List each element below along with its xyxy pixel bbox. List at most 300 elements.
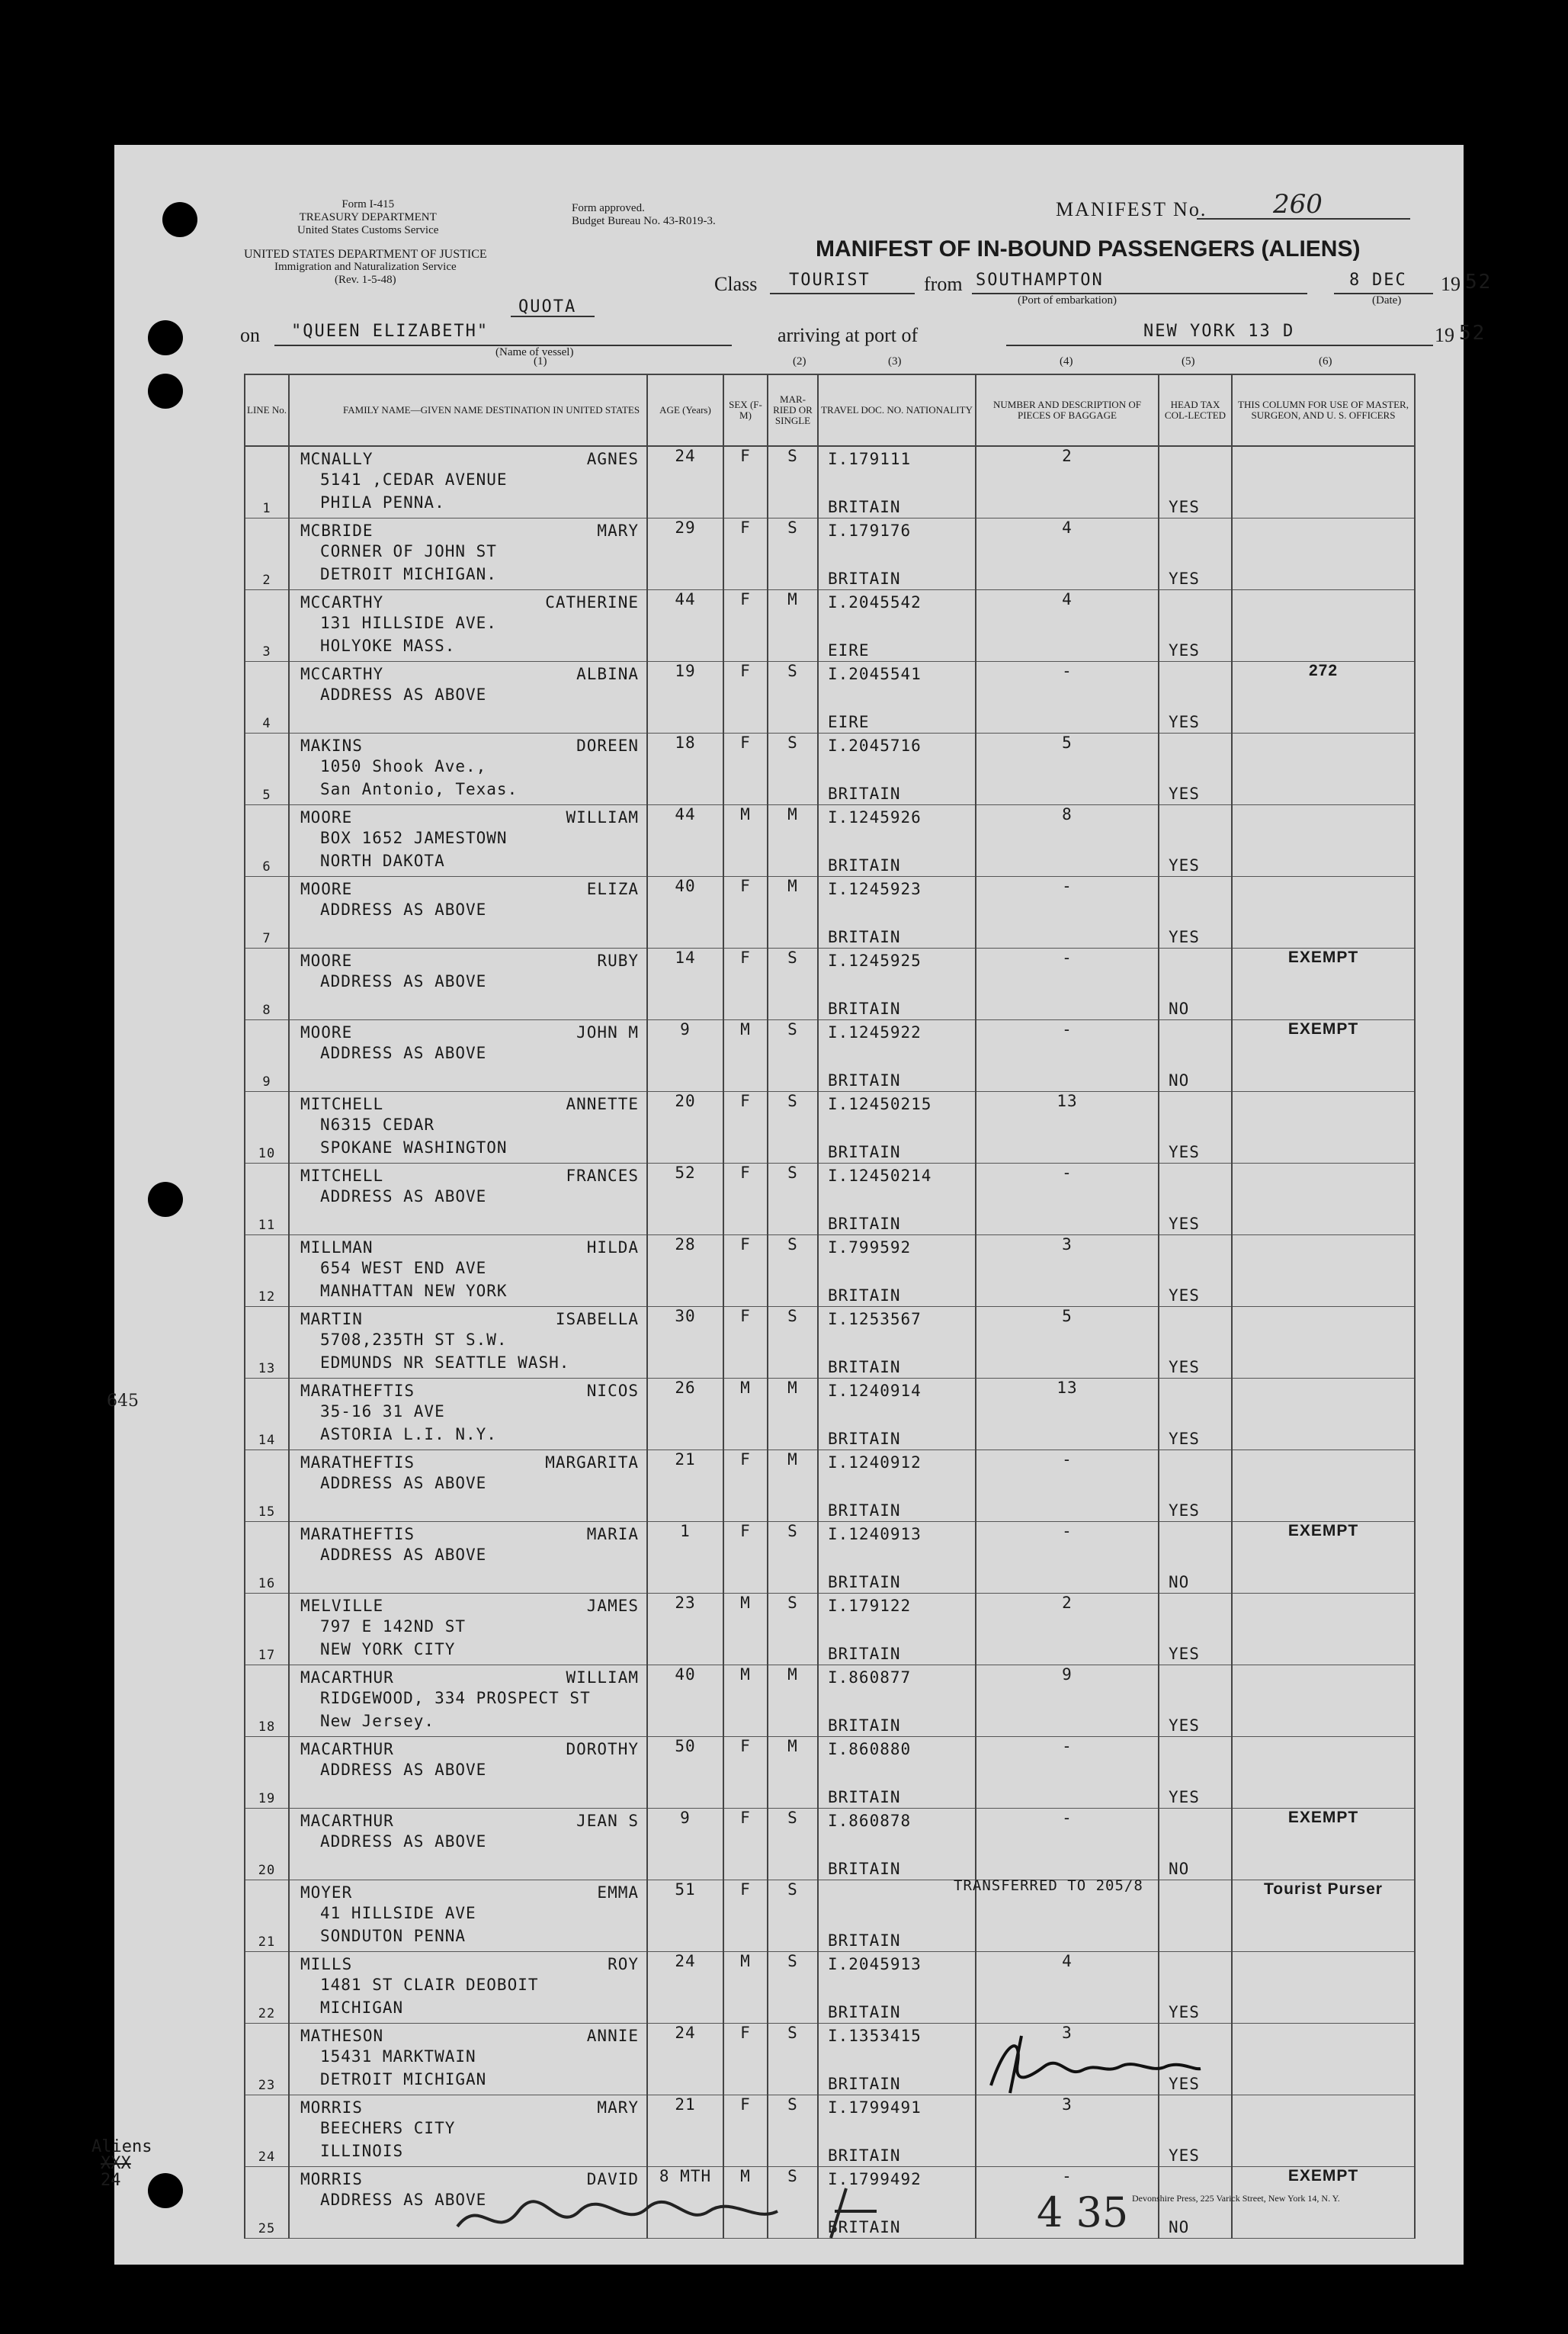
table-row [245, 2095, 1415, 2167]
headtax-cell [1159, 1809, 1232, 1880]
headtax-value: NO [1169, 1000, 1190, 1018]
name-cell [289, 1809, 647, 1880]
address-line-1: 15431 MARKTWAIN [320, 2047, 476, 2066]
table-row [245, 1594, 1415, 1665]
binder-hole [148, 1182, 183, 1217]
baggage-count: - [1062, 949, 1073, 967]
given-name: CATHERINE [545, 593, 639, 612]
travel-doc-number: I.860880 [828, 1740, 912, 1758]
travel-doc-number: I.860878 [828, 1812, 912, 1830]
ins-service: Immigration and Naturalization Service [274, 261, 457, 273]
given-name: JEAN S [576, 1812, 639, 1830]
headtax-value: YES [1169, 2003, 1200, 2021]
travel-doc-cell [818, 1737, 976, 1809]
baggage-count: - [1062, 2167, 1073, 2185]
family-name: MOORE [300, 808, 353, 827]
line-number: 6 [245, 805, 289, 877]
address-line-1: ADDRESS AS ABOVE [320, 1187, 487, 1206]
officers-note: EXEMPT [1232, 2167, 1415, 2239]
headtax-value: YES [1169, 1501, 1200, 1520]
col-number-2: (2) [793, 355, 806, 368]
travel-doc-cell [818, 518, 976, 590]
age-cell: 18 [647, 734, 723, 805]
table-row [245, 1379, 1415, 1450]
sex-cell: F [723, 446, 768, 518]
travel-doc-number: I.1240914 [828, 1382, 922, 1400]
line-number: 18 [245, 1665, 289, 1737]
address-line-1: ADDRESS AS ABOVE [320, 2191, 487, 2209]
name-line [290, 662, 646, 683]
sex-cell: M [723, 805, 768, 877]
travel-doc-cell [818, 1450, 976, 1522]
family-name: MACARTHUR [300, 1812, 394, 1830]
address-line-2: MANHATTAN NEW YORK [320, 1282, 508, 1300]
name-line [290, 1307, 646, 1328]
baggage-cell [976, 1307, 1159, 1379]
travel-doc-cell [818, 1952, 976, 2024]
address-line-1: ADDRESS AS ABOVE [320, 685, 487, 704]
travel-doc-cell [818, 949, 976, 1020]
travel-doc-number: I.2045913 [828, 1955, 922, 1973]
headtax-value: YES [1169, 1358, 1200, 1376]
travel-doc-number: I.2045542 [828, 593, 922, 612]
table-row [245, 1809, 1415, 1880]
marital-cell: S [768, 1952, 818, 2024]
binder-hole [148, 320, 183, 355]
family-name: MOYER [300, 1883, 353, 1902]
name-line [290, 1809, 646, 1830]
marital-cell: M [768, 1737, 818, 1809]
travel-doc-number: I.1240913 [828, 1525, 922, 1543]
given-name: JAMES [586, 1597, 639, 1615]
date-year: 52 [1465, 271, 1493, 294]
line-number: 12 [245, 1235, 289, 1307]
travel-doc-cell [818, 1307, 976, 1379]
address-line-1: ADDRESS AS ABOVE [320, 1761, 487, 1779]
headtax-cell [1159, 518, 1232, 590]
baggage-cell [976, 734, 1159, 805]
name-line [290, 2024, 646, 2045]
baggage-count: - [1062, 1020, 1073, 1039]
name-line [290, 877, 646, 898]
margin-aliens: Aliens [91, 2137, 152, 2156]
address-line-1: BOX 1652 JAMESTOWN [320, 829, 508, 847]
line-number: 15 [245, 1450, 289, 1522]
binder-hole [148, 374, 183, 409]
age-cell: 26 [647, 1379, 723, 1450]
headtax-value: YES [1169, 570, 1200, 588]
nationality: BRITAIN [828, 570, 901, 588]
address-line-1: ADDRESS AS ABOVE [320, 1044, 487, 1062]
given-name: AGNES [586, 450, 639, 468]
nationality: BRITAIN [828, 1716, 901, 1735]
sex-cell: F [723, 2095, 768, 2167]
name-cell [289, 2095, 647, 2167]
given-name: DOROTHY [566, 1740, 639, 1758]
col-number-1: (1) [534, 355, 547, 368]
name-line [290, 447, 646, 468]
col-header-age: AGE (Years) [647, 374, 723, 446]
col-header-name: FAMILY NAME—GIVEN NAME DESTINATION IN UNITED STATES [289, 374, 647, 446]
family-name: MARATHEFTIS [300, 1453, 415, 1472]
col-number-5: (5) [1182, 355, 1195, 368]
treasury-dept: TREASURY DEPARTMENT [299, 211, 437, 223]
marital-cell: M [768, 805, 818, 877]
headtax-cell [1159, 446, 1232, 518]
sex-cell: F [723, 1880, 768, 1952]
line-number: 23 [245, 2024, 289, 2095]
nationality: BRITAIN [828, 785, 901, 803]
page-title: MANIFEST OF IN-BOUND PASSENGERS (ALIENS) [816, 236, 1361, 262]
address-line-2: EDMUNDS NR SEATTLE WASH. [320, 1353, 570, 1372]
headtax-value: NO [1169, 2218, 1190, 2236]
budget-bureau: Budget Bureau No. 43-R019-3. [572, 215, 716, 227]
travel-doc-number: I.1240912 [828, 1453, 922, 1472]
travel-doc-cell [818, 662, 976, 734]
age-cell: 44 [647, 805, 723, 877]
travel-doc-cell [818, 805, 976, 877]
family-name: MACARTHUR [300, 1668, 394, 1687]
headtax-value: YES [1169, 1716, 1200, 1735]
table-header-row [245, 374, 1415, 446]
col-header-married: MAR-RIED OR SINGLE [768, 374, 818, 446]
col-number-6: (6) [1319, 355, 1332, 368]
marital-cell: M [768, 1665, 818, 1737]
travel-doc-cell [818, 2024, 976, 2095]
baggage-cell [976, 877, 1159, 949]
address-line-1: 41 HILLSIDE AVE [320, 1904, 476, 1922]
nationality: BRITAIN [828, 1071, 901, 1090]
headtax-value: YES [1169, 1645, 1200, 1663]
marital-cell: S [768, 734, 818, 805]
form-id-block [297, 198, 438, 237]
baggage-cell [976, 1737, 1159, 1809]
class-label: Class [714, 273, 758, 295]
sex-cell: M [723, 1379, 768, 1450]
travel-doc-number: I.1245922 [828, 1023, 922, 1042]
table-row [245, 1164, 1415, 1235]
address-line-2: DETROIT MICHIGAN [320, 2070, 487, 2088]
age-cell: 8 MTH [647, 2167, 723, 2239]
name-cell [289, 662, 647, 734]
sex-cell: F [723, 518, 768, 590]
revision: (Rev. 1-5-48) [335, 274, 396, 286]
baggage-count: - [1062, 662, 1073, 680]
sex-cell: F [723, 662, 768, 734]
travel-doc-number: I.2045716 [828, 737, 922, 755]
line-number: 4 [245, 662, 289, 734]
name-line [290, 1164, 646, 1185]
baggage-cell [976, 1450, 1159, 1522]
baggage-cell [976, 805, 1159, 877]
line-number: 11 [245, 1164, 289, 1235]
name-cell [289, 1092, 647, 1164]
headtax-value: YES [1169, 1788, 1200, 1806]
travel-doc-cell [818, 446, 976, 518]
travel-doc-cell [818, 1092, 976, 1164]
baggage-cell [976, 446, 1159, 518]
officers-note [1232, 446, 1415, 518]
headtax-cell [1159, 1379, 1232, 1450]
headtax-cell [1159, 662, 1232, 734]
baggage-count: - [1062, 1809, 1073, 1827]
baggage-cell [976, 518, 1159, 590]
table-row [245, 662, 1415, 734]
line-number: 21 [245, 1880, 289, 1952]
marital-cell: S [768, 662, 818, 734]
name-cell [289, 446, 647, 518]
address-line-1: 654 WEST END AVE [320, 1259, 487, 1277]
manifest-label: MANIFEST No. [1056, 198, 1207, 220]
given-name: ELIZA [586, 880, 639, 898]
address-line-2: New Jersey. [320, 1712, 435, 1730]
address-line-1: RIDGEWOOD, 334 PROSPECT ST [320, 1689, 591, 1707]
name-line [290, 1594, 646, 1615]
justice-block [244, 248, 487, 287]
baggage-count: 3 [1062, 2095, 1073, 2114]
headtax-value: NO [1169, 1573, 1190, 1591]
table-row [245, 590, 1415, 662]
margin-count: 24 [101, 2171, 121, 2190]
address-line-1: ADDRESS AS ABOVE [320, 1832, 487, 1851]
sex-cell: F [723, 1307, 768, 1379]
name-cell [289, 877, 647, 949]
sex-cell: F [723, 1809, 768, 1880]
travel-doc-cell [818, 2095, 976, 2167]
sex-cell: M [723, 1665, 768, 1737]
officers-note [1232, 1092, 1415, 1164]
address-line-1: ADDRESS AS ABOVE [320, 972, 487, 990]
marital-cell: M [768, 1450, 818, 1522]
age-cell: 24 [647, 2024, 723, 2095]
given-name: MARGARITA [545, 1453, 639, 1472]
address-line-2: NORTH DAKOTA [320, 852, 445, 870]
sex-cell: M [723, 1020, 768, 1092]
vessel-name: "QUEEN ELIZABETH" [291, 322, 489, 341]
baggage-cell [976, 662, 1159, 734]
officers-note [1232, 1952, 1415, 2024]
headtax-cell [1159, 1092, 1232, 1164]
family-name: MATHESON [300, 2027, 384, 2045]
headtax-cell [1159, 1307, 1232, 1379]
given-name: ISABELLA [555, 1310, 639, 1328]
nationality: BRITAIN [828, 1143, 901, 1161]
given-name: MARIA [586, 1525, 639, 1543]
name-line [290, 1450, 646, 1472]
table-row [245, 446, 1415, 518]
travel-doc-cell [818, 1379, 976, 1450]
travel-doc-number: I.799592 [828, 1238, 912, 1257]
officers-note [1232, 1164, 1415, 1235]
baggage-count: 5 [1062, 1307, 1073, 1325]
headtax-cell [1159, 1737, 1232, 1809]
age-cell: 21 [647, 1450, 723, 1522]
table-row [245, 805, 1415, 877]
name-cell [289, 1450, 647, 1522]
address-line-1: ADDRESS AS ABOVE [320, 901, 487, 919]
name-line [290, 590, 646, 612]
travel-doc-cell [818, 1880, 976, 1952]
margin-aliens-note [91, 2139, 152, 2189]
name-cell [289, 1665, 647, 1737]
travel-doc-number: I.12450214 [828, 1167, 932, 1185]
headtax-cell [1159, 1164, 1232, 1235]
baggage-count: - [1062, 877, 1073, 895]
sex-cell: M [723, 2167, 768, 2239]
family-name: MOORE [300, 880, 353, 898]
transferred-note: TRANSFERRED TO 205/8 [954, 1877, 1143, 1894]
address-line-1: 797 E 142ND ST [320, 1617, 467, 1636]
address-line-1: N6315 CEDAR [320, 1116, 435, 1134]
nationality: BRITAIN [828, 1501, 901, 1520]
officers-note [1232, 1450, 1415, 1522]
class-underline [770, 293, 915, 294]
baggage-count: - [1062, 1450, 1073, 1469]
line-number: 13 [245, 1307, 289, 1379]
travel-doc-cell [818, 1020, 976, 1092]
baggage-count: 5 [1062, 734, 1073, 752]
age-cell: 50 [647, 1737, 723, 1809]
headtax-value: YES [1169, 785, 1200, 803]
headtax-cell [1159, 1594, 1232, 1665]
family-name: MILLS [300, 1955, 353, 1973]
manifest-number: 260 [1273, 189, 1323, 220]
col-header-line: LINE No. [245, 374, 289, 446]
travel-doc-cell [818, 734, 976, 805]
line-number: 14 [245, 1379, 289, 1450]
col-header-sex: SEX (F-M) [723, 374, 768, 446]
address-line-1: 5141 ,CEDAR AVENUE [320, 470, 508, 489]
headtax-value: YES [1169, 1215, 1200, 1233]
headtax-value: YES [1169, 2075, 1200, 2093]
travel-doc-number: I.179122 [828, 1597, 912, 1615]
family-name: MCBRIDE [300, 522, 374, 540]
date-day: 8 [1349, 271, 1361, 290]
name-line [290, 949, 646, 970]
baggage-count: 2 [1062, 447, 1073, 465]
family-name: MCCARTHY [300, 593, 384, 612]
baggage-cell [976, 1594, 1159, 1665]
headtax-cell [1159, 1952, 1232, 2024]
sex-cell: M [723, 1952, 768, 2024]
baggage-cell [954, 1877, 1159, 1952]
arriving-label: arriving at port of [778, 324, 919, 346]
name-cell [289, 1594, 647, 1665]
col-header-officers: THIS COLUMN FOR USE OF MASTER, SURGEON, AND U. S. OFFICERS [1232, 374, 1415, 446]
age-cell: 29 [647, 518, 723, 590]
address-line-1: BEECHERS CITY [320, 2119, 456, 2137]
form-number: Form I-415 [341, 198, 395, 210]
address-line-1: 131 HILLSIDE AVE. [320, 614, 497, 632]
travel-doc-number: I.1799491 [828, 2098, 922, 2117]
nationality: BRITAIN [828, 1000, 901, 1018]
nationality: BRITAIN [828, 1931, 901, 1950]
headtax-cell [1159, 877, 1232, 949]
marital-cell: S [768, 2024, 818, 2095]
name-line [290, 518, 646, 540]
travel-doc-number: I.1245923 [828, 880, 922, 898]
quota-underline [511, 316, 595, 317]
nationality: EIRE [828, 713, 870, 731]
sex-cell: M [723, 1594, 768, 1665]
travel-doc-cell [818, 590, 976, 662]
col-header-headtax: HEAD TAX COL-LECTED [1159, 374, 1232, 446]
address-line-2: DETROIT MICHIGAN. [320, 565, 497, 583]
age-cell: 20 [647, 1092, 723, 1164]
headtax-value: YES [1169, 713, 1200, 731]
headtax-value: NO [1169, 1071, 1190, 1090]
headtax-cell [1159, 734, 1232, 805]
name-line [290, 1522, 646, 1543]
officers-note: EXEMPT [1232, 1522, 1415, 1594]
baggage-count: 9 [1062, 1665, 1073, 1684]
marital-cell: S [768, 1307, 818, 1379]
nationality: BRITAIN [828, 856, 901, 875]
baggage-cell [976, 1665, 1159, 1737]
line-number: 22 [245, 1952, 289, 2024]
given-name: DAVID [586, 2170, 639, 2188]
officers-note [1232, 1737, 1415, 1809]
travel-doc-number: I.1353415 [828, 2027, 922, 2045]
travel-doc-number: I.1799492 [828, 2170, 922, 2188]
address-line-2: ASTORIA L.I. N.Y. [320, 1425, 497, 1443]
headtax-cell [1159, 1522, 1232, 1594]
line-number: 8 [245, 949, 289, 1020]
travel-doc-number: I.12450215 [828, 1095, 932, 1113]
address-line-2: SPOKANE WASHINGTON [320, 1138, 508, 1157]
age-cell: 23 [647, 1594, 723, 1665]
line-number: 5 [245, 734, 289, 805]
nationality: BRITAIN [828, 1358, 901, 1376]
baggage-cell [976, 1809, 1159, 1880]
baggage-count: - [1062, 1522, 1073, 1540]
name-cell [289, 1164, 647, 1235]
sex-cell: F [723, 877, 768, 949]
given-name: WILLIAM [566, 1668, 639, 1687]
baggage-count: 13 [1057, 1379, 1078, 1397]
line-number: 20 [245, 1809, 289, 1880]
table-body [245, 446, 1415, 2239]
form-approved-block [572, 202, 716, 228]
given-name: FRANCES [566, 1167, 639, 1185]
sex-cell: F [723, 1737, 768, 1809]
address-line-2: SONDUTON PENNA [320, 1927, 467, 1945]
date-month: DEC [1372, 271, 1407, 290]
nationality: BRITAIN [828, 2003, 901, 2021]
headtax-value: NO [1169, 1860, 1190, 1878]
name-cell [289, 949, 647, 1020]
officers-note [1232, 1235, 1415, 1307]
baggage-cell [976, 949, 1159, 1020]
family-name: MACARTHUR [300, 1740, 394, 1758]
family-name: MARATHEFTIS [300, 1525, 415, 1543]
marital-cell: S [768, 1809, 818, 1880]
headtax-value: YES [1169, 928, 1200, 946]
nationality: BRITAIN [828, 1215, 901, 1233]
travel-doc-cell [818, 877, 976, 949]
binder-hole [148, 2173, 183, 2208]
sex-cell: F [723, 1522, 768, 1594]
travel-doc-number: I.1245925 [828, 952, 922, 970]
baggage-count: 4 [1062, 590, 1073, 608]
marital-cell: S [768, 949, 818, 1020]
nationality: BRITAIN [828, 1573, 901, 1591]
headtax-cell [1159, 1450, 1232, 1522]
sex-cell: F [723, 2024, 768, 2095]
headtax-cell [1159, 949, 1232, 1020]
sex-cell: F [723, 734, 768, 805]
nationality: EIRE [828, 641, 870, 660]
